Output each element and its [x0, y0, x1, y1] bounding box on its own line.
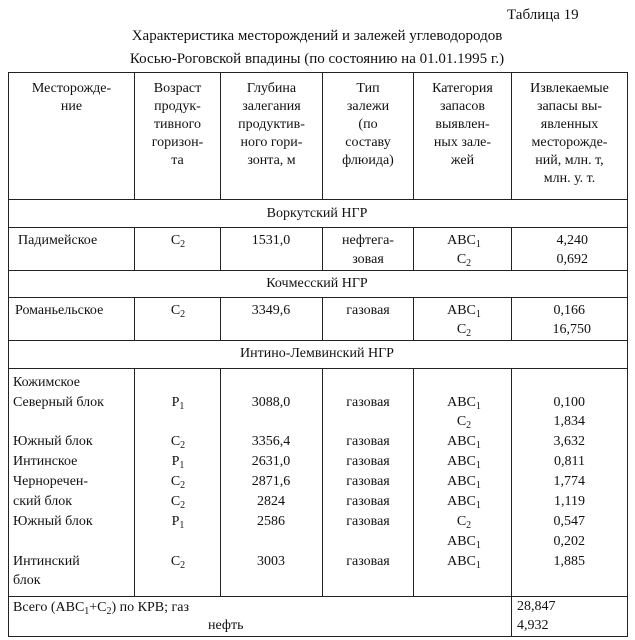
header-field: Месторожде- ние: [31, 81, 112, 114]
column-divider: [134, 297, 135, 340]
age-cell: $P_1$: [171, 395, 185, 412]
header-category: Категория запасов выявлен- ных зале- жей: [432, 81, 493, 168]
reserves-cell: 1,885: [553, 554, 585, 569]
table-number: Таблица 19: [507, 7, 579, 23]
depth-cell: 3088,0: [251, 395, 291, 410]
table-right-border: [627, 72, 628, 637]
type-cell: газовая: [346, 303, 390, 318]
type-cell: зовая: [352, 252, 384, 267]
category-cell: $ABC_1$: [447, 534, 481, 551]
category-cell: $ABC_1$: [447, 434, 481, 451]
type-cell: газовая: [346, 494, 390, 509]
type-cell: газовая: [346, 434, 390, 449]
field-name: ский блок: [13, 494, 73, 509]
category-cell: $C_2$: [456, 414, 472, 431]
total-oil-value: 4,932: [517, 618, 549, 633]
age-cell: $C_2$: [170, 474, 186, 491]
reserves-cell: 4,240: [556, 233, 588, 248]
category-cell: $C_2$: [456, 252, 472, 269]
type-cell: газовая: [346, 395, 390, 410]
reserves-cell: 1,774: [553, 474, 585, 489]
age-cell: $C_2$: [170, 434, 186, 451]
category-cell: $C_2$: [456, 322, 472, 339]
field-name: Южный блок: [13, 514, 93, 529]
table-title-line2: Косью-Роговской впадины (по состоянию на 01.01.1995 г.): [129, 51, 505, 67]
table-top-border: [8, 72, 628, 73]
category-cell: $ABC_1$: [447, 233, 481, 250]
category-cell: $ABC_1$: [447, 554, 481, 571]
type-cell: газовая: [346, 474, 390, 489]
section-inta: Интино-Лемвинский НГР: [240, 346, 394, 361]
depth-cell: 2586: [257, 514, 285, 529]
column-divider: [220, 368, 221, 596]
type-cell: нефтега-: [342, 233, 394, 248]
field-name: Южный блок: [13, 434, 93, 449]
column-divider: [413, 227, 414, 270]
field-name: Падимейское: [18, 233, 98, 248]
age-cell: $P_1$: [171, 454, 185, 471]
header-type: Тип залежи (по составу флюида): [342, 81, 394, 168]
total-oil-label: нефть: [208, 618, 244, 633]
type-cell: газовая: [346, 454, 390, 469]
section-vorkuta: Воркутский НГР: [266, 206, 368, 221]
reserves-cell: 1,119: [554, 494, 585, 509]
column-divider: [413, 297, 414, 340]
section-divider: [8, 340, 628, 341]
category-cell: $ABC_1$: [447, 395, 481, 412]
column-divider: [322, 368, 323, 596]
table-bottom-border: [8, 636, 628, 637]
table-left-border: [8, 72, 9, 637]
column-divider: [413, 368, 414, 596]
reserves-cell: 0,166: [553, 303, 585, 318]
reserves-cell: 3,632: [553, 434, 585, 449]
reserves-cell: 0,202: [553, 534, 585, 549]
header-reserves: Извлекаемые запасы вы- явленных месторожде- ний, млн. т, млн. у. т.: [530, 81, 609, 186]
category-cell: $ABC_1$: [447, 303, 481, 320]
category-cell: $ABC_1$: [447, 454, 481, 471]
reserves-cell: 0,100: [553, 395, 585, 410]
section-kochmes: Кочмесский НГР: [266, 276, 368, 291]
column-divider: [220, 297, 221, 340]
age-cell: $C_2$: [170, 303, 186, 320]
depth-cell: 2871,6: [251, 474, 291, 489]
field-name: Романьельское: [15, 303, 104, 318]
header-depth: Глубина залегания продуктив- ного гори- зонта, м: [238, 81, 305, 168]
category-cell: $C_2$: [456, 514, 472, 531]
field-name: Интинский: [13, 554, 80, 569]
field-name: Северный блок: [13, 395, 104, 410]
type-cell: газовая: [346, 514, 390, 529]
type-cell: газовая: [346, 554, 390, 569]
field-name: Интинское: [13, 454, 78, 469]
header-age: Возраст продук- тивного горизон- та: [151, 81, 204, 168]
category-cell: $ABC_1$: [447, 494, 481, 511]
age-cell: $C_2$: [170, 233, 186, 250]
age-cell: $C_2$: [170, 494, 186, 511]
depth-cell: 3356,4: [251, 434, 291, 449]
table-title-line1: Характеристика месторождений и залежей углеводородов: [131, 28, 503, 44]
depth-cell: 2631,0: [251, 454, 291, 469]
reserves-cell: 0,547: [553, 514, 585, 529]
field-name: Черноречен-: [13, 474, 89, 489]
age-cell: $P_1$: [171, 514, 185, 531]
section-divider: [8, 368, 628, 369]
column-divider: [511, 227, 512, 270]
column-divider: [511, 596, 512, 636]
category-cell: $ABC_1$: [447, 474, 481, 491]
depth-cell: 2824: [257, 494, 285, 509]
section-divider: [8, 297, 628, 298]
reserves-cell: 0,811: [554, 454, 585, 469]
reserves-cell: 16,750: [552, 322, 591, 337]
column-divider: [322, 227, 323, 270]
field-name: Кожимское: [13, 375, 81, 390]
total-divider: [8, 596, 628, 597]
reserves-cell: 0,692: [556, 252, 588, 267]
header-bottom-border: [8, 199, 628, 200]
column-divider: [511, 297, 512, 340]
section-divider: [8, 227, 628, 228]
column-divider: [134, 227, 135, 270]
depth-cell: 3003: [257, 554, 285, 569]
reserves-cell: 1,834: [553, 414, 585, 429]
depth-cell: 3349,6: [251, 303, 291, 318]
age-cell: $C_2$: [170, 554, 186, 571]
field-name: блок: [13, 573, 41, 588]
section-divider: [8, 270, 628, 271]
column-divider: [322, 297, 323, 340]
depth-cell: 1531,0: [251, 233, 291, 248]
column-divider: [134, 368, 135, 596]
total-label: Всего $(ABC_1+C_2)$ по КРВ; газ: [13, 600, 190, 617]
total-gas-value: 28,847: [517, 599, 556, 614]
column-divider: [220, 227, 221, 270]
column-divider: [511, 368, 512, 596]
